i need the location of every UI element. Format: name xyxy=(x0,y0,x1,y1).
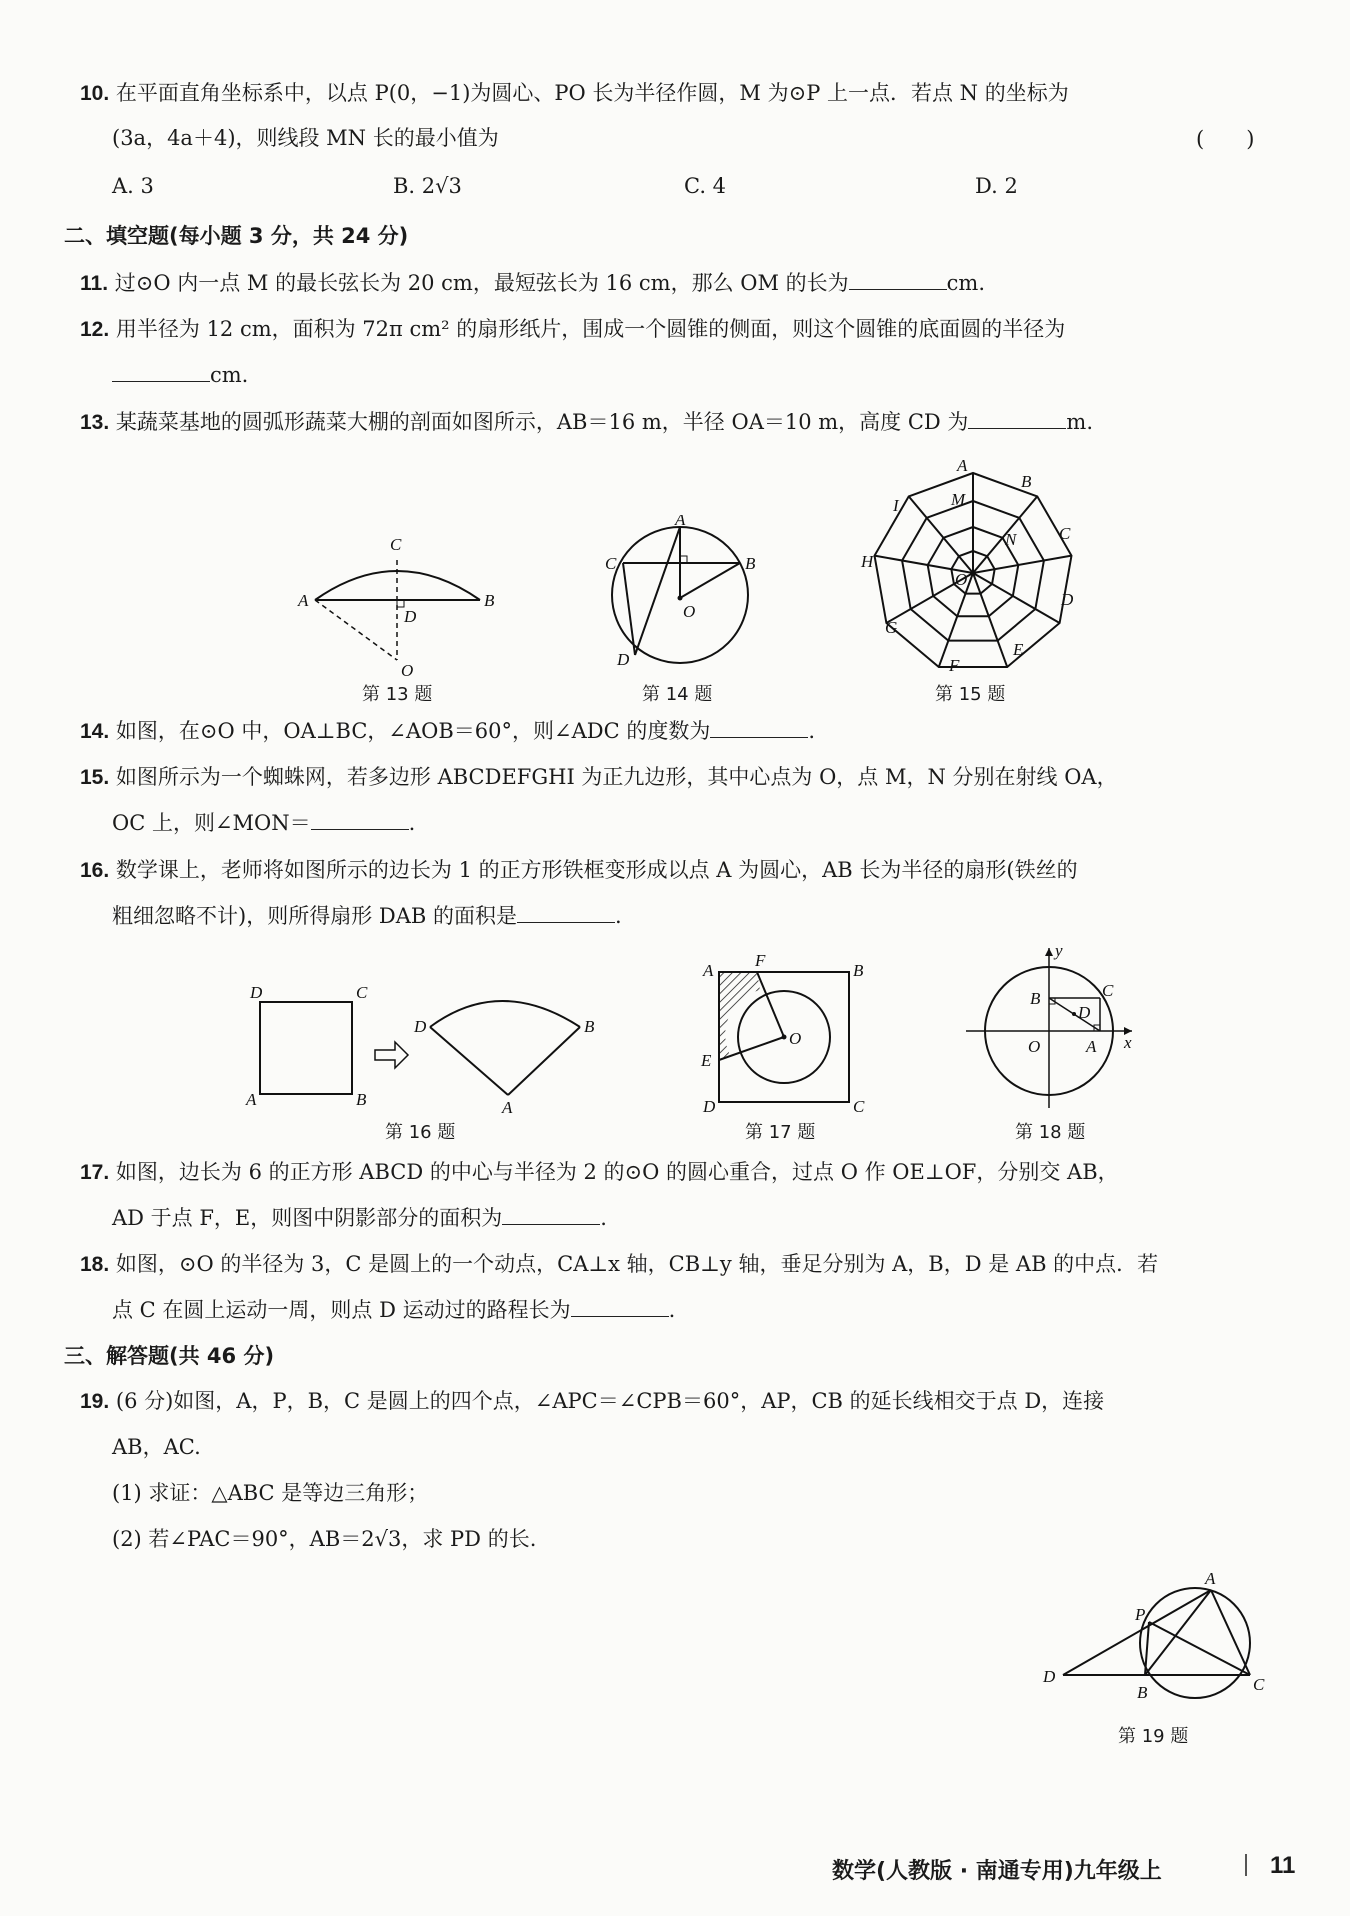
f18-label-x: x xyxy=(1124,1033,1132,1052)
q10-number: 10. xyxy=(80,82,110,105)
f15-label-d: D xyxy=(1061,590,1074,609)
f17-label-a: A xyxy=(703,961,714,980)
q14-number: 14. xyxy=(80,720,110,743)
q11-answer-blank[interactable] xyxy=(849,269,947,290)
f16-label-b: B xyxy=(356,1090,367,1109)
q12-unit: cm. xyxy=(210,363,249,387)
q15-line1 xyxy=(80,762,1118,793)
f19-label-p: P xyxy=(1135,1605,1146,1624)
q10-line2: (3a，4a＋4)，则线段 MN 长的最小值为 xyxy=(112,126,499,150)
q19-sub1: (1) 求证：△ABC 是等边三角形； xyxy=(112,1481,429,1505)
f13-label-a: A xyxy=(298,591,309,610)
q10-option-b: B. 2√3 xyxy=(393,174,462,198)
q16-text: 数学课上，老师将如图所示的边长为 1 的正方形铁框变形成以点 A 为圆心，AB 长为半径的扇形(铁丝的 xyxy=(115,858,1078,882)
f16-label-a: A xyxy=(246,1090,257,1109)
f19-label-d: D xyxy=(1043,1667,1056,1686)
q16-text-2: 粗细忽略不计)，则所得扇形 DAB 的面积是 xyxy=(112,904,517,928)
q11-unit: cm. xyxy=(946,271,985,295)
q10-text: 在平面直角坐标系中，以点 P(0，−1)为圆心、PO 长为半径作圆，M 为⊙P 上一点．若点 N 的坐标为 xyxy=(115,81,1069,105)
q18-number: 18. xyxy=(80,1253,110,1276)
caption-19: 第 19 题 xyxy=(1118,1726,1189,1747)
f14-label-o: O xyxy=(683,602,696,621)
f17-label-o: O xyxy=(789,1029,802,1048)
f16-label-d: D xyxy=(250,983,263,1002)
q17-line2 xyxy=(112,1203,607,1233)
q18-line1 xyxy=(80,1249,1158,1280)
q14 xyxy=(80,716,815,747)
q16-answer-blank[interactable] xyxy=(517,902,615,923)
q18-text-2: 点 C 在圆上运动一周，则点 D 运动过的路程长为 xyxy=(112,1298,571,1322)
q17-text-2: AD 于点 F，E，则图中阴影部分的面积为 xyxy=(112,1206,503,1230)
q12-line2 xyxy=(112,360,248,390)
q16-number: 16. xyxy=(80,859,110,882)
q13-answer-blank[interactable] xyxy=(968,408,1066,429)
caption-17: 第 17 题 xyxy=(745,1122,816,1143)
caption-13: 第 13 题 xyxy=(362,684,433,705)
f17-label-f: F xyxy=(755,951,766,970)
q13-number: 13. xyxy=(80,411,110,434)
q10-line1 xyxy=(80,78,1069,109)
q14-period: . xyxy=(808,719,816,743)
q10-option-a: A. 3 xyxy=(112,174,154,198)
figure-13 xyxy=(290,530,510,680)
q11 xyxy=(80,268,985,299)
f19-label-a: A xyxy=(1205,1570,1216,1588)
q17-period: . xyxy=(600,1206,607,1230)
f16-label-a2: A xyxy=(502,1098,513,1115)
f17-label-c: C xyxy=(853,1097,865,1115)
q15-answer-blank[interactable] xyxy=(311,809,409,830)
q13-text: 某蔬菜基地的圆弧形蔬菜大棚的剖面如图所示，AB＝16 m，半径 OA＝10 m，高度 CD 为 xyxy=(115,410,969,434)
f14-label-b: B xyxy=(745,554,756,573)
f16-label-d2: D xyxy=(414,1017,427,1036)
f15-label-e: E xyxy=(1013,640,1024,659)
f15-label-o: O xyxy=(955,570,968,589)
q17-answer-blank[interactable] xyxy=(502,1204,600,1225)
q11-number: 11. xyxy=(80,272,109,295)
web-spoke-4 xyxy=(973,573,1007,667)
f16-label-b2: B xyxy=(584,1017,595,1036)
figure-14 xyxy=(595,515,765,675)
q12-answer-blank[interactable] xyxy=(112,361,210,382)
q15-period: . xyxy=(408,811,416,835)
q19-line1 xyxy=(80,1386,1104,1417)
q14-text: 如图，在⊙O 中，OA⊥BC，∠AOB＝60°，则∠ADC 的度数为 xyxy=(115,719,711,743)
q17-number: 17. xyxy=(80,1161,110,1184)
f18-label-o: O xyxy=(1028,1037,1041,1056)
q17-text: 如图，边长为 6 的正方形 ABCD 的中心与半径为 2 的⊙O 的圆心重合，过点 O 作 OE⊥OF，分别交 AB， xyxy=(115,1160,1119,1184)
q13 xyxy=(80,407,1093,438)
page-number: 11 xyxy=(1270,1852,1296,1879)
q10-answer-paren: ( ) xyxy=(1196,127,1255,151)
q10-option-c: C. 4 xyxy=(684,174,727,198)
f15-label-m: M xyxy=(951,490,966,509)
f14-label-c: C xyxy=(605,554,617,573)
f18-label-d: D xyxy=(1078,1003,1091,1022)
f13-label-b: B xyxy=(484,591,495,610)
f13-label-d: D xyxy=(404,607,417,626)
q19-sub2: (2) 若∠PAC＝90°，AB＝2√3，求 PD 的长. xyxy=(112,1527,537,1551)
footer-book-title: 数学(人教版 · 南通专用)九年级上 xyxy=(832,1859,1162,1884)
q12-number: 12. xyxy=(80,318,110,341)
f13-label-c: C xyxy=(390,535,402,554)
q16-line2 xyxy=(112,901,622,931)
q15-text-2: OC 上，则∠MON＝ xyxy=(112,811,311,835)
f14-label-a: A xyxy=(675,515,686,529)
caption-15: 第 15 题 xyxy=(935,684,1006,705)
f18-label-c: C xyxy=(1102,981,1114,1000)
q12-line1 xyxy=(80,314,1065,345)
f15-label-n: N xyxy=(1005,530,1017,549)
q10-option-d: D. 2 xyxy=(975,174,1018,198)
f19-label-c: C xyxy=(1253,1675,1265,1694)
f18-label-b: B xyxy=(1030,989,1041,1008)
q14-answer-blank[interactable] xyxy=(710,717,808,738)
q11-text: 过⊙O 内一点 M 的最长弦长为 20 cm，最短弦长为 16 cm，那么 OM 的长为 xyxy=(114,271,849,295)
footer-separator xyxy=(1245,1854,1247,1876)
f15-label-a: A xyxy=(957,456,968,475)
q18-line2 xyxy=(112,1295,675,1325)
figure-19 xyxy=(1035,1570,1275,1720)
f18-label-y: y xyxy=(1055,941,1063,960)
caption-14: 第 14 题 xyxy=(642,684,713,705)
section-fill-in-heading: 二、填空题(每小题 3 分，共 24 分) xyxy=(64,224,409,248)
f17-label-e: E xyxy=(701,1051,712,1070)
f19-label-b: B xyxy=(1137,1683,1148,1702)
q13-unit: m. xyxy=(1066,410,1094,434)
figure-15 xyxy=(855,455,1095,685)
f17-label-d: D xyxy=(703,1097,716,1115)
q15-text: 如图所示为一个蜘蛛网，若多边形 ABCDEFGHI 为正九边形，其中心点为 O，点 M，N 分别在射线 OA， xyxy=(115,765,1118,789)
q19-text: (6 分)如图，A，P，B，C 是圆上的四个点，∠APC＝∠CPB＝60°，AP，CB 的延长线相交于点 D，连接 xyxy=(115,1389,1105,1413)
q17-line1 xyxy=(80,1157,1119,1188)
q15-number: 15. xyxy=(80,766,110,789)
f15-label-g: G xyxy=(885,618,898,637)
f15-label-f: F xyxy=(949,656,960,675)
figure-16 xyxy=(240,980,620,1115)
f14-label-d: D xyxy=(617,650,630,669)
f17-label-b: B xyxy=(853,961,864,980)
f15-label-i: I xyxy=(893,496,899,515)
f15-label-c: C xyxy=(1059,524,1071,543)
section-solution-heading: 三、解答题(共 46 分) xyxy=(64,1344,275,1368)
figure-17 xyxy=(695,950,875,1115)
f13-label-o: O xyxy=(401,661,414,680)
q16-line1 xyxy=(80,855,1078,886)
q18-text: 如图，⊙O 的半径为 3，C 是圆上的一个动点，CA⊥x 轴，CB⊥y 轴，垂足分别为 A，B，D 是 AB 的中点．若 xyxy=(115,1252,1159,1276)
q16-period: . xyxy=(614,904,622,928)
caption-16: 第 16 题 xyxy=(385,1122,456,1143)
q19-line2: AB，AC. xyxy=(112,1435,201,1459)
q19-number: 19. xyxy=(80,1390,110,1413)
q15-line2 xyxy=(112,808,415,838)
caption-18: 第 18 题 xyxy=(1015,1122,1086,1143)
f18-label-a: A xyxy=(1086,1037,1097,1056)
f15-label-b: B xyxy=(1021,472,1032,491)
q18-answer-blank[interactable] xyxy=(571,1296,669,1317)
f15-label-h: H xyxy=(861,552,874,571)
figure-18 xyxy=(960,940,1140,1115)
f16-label-c: C xyxy=(356,983,368,1002)
q12-text: 用半径为 12 cm，面积为 72π cm² 的扇形纸片，围成一个圆锥的侧面，则这个圆锥的底面圆的半径为 xyxy=(115,317,1066,341)
q18-period: . xyxy=(668,1298,676,1322)
